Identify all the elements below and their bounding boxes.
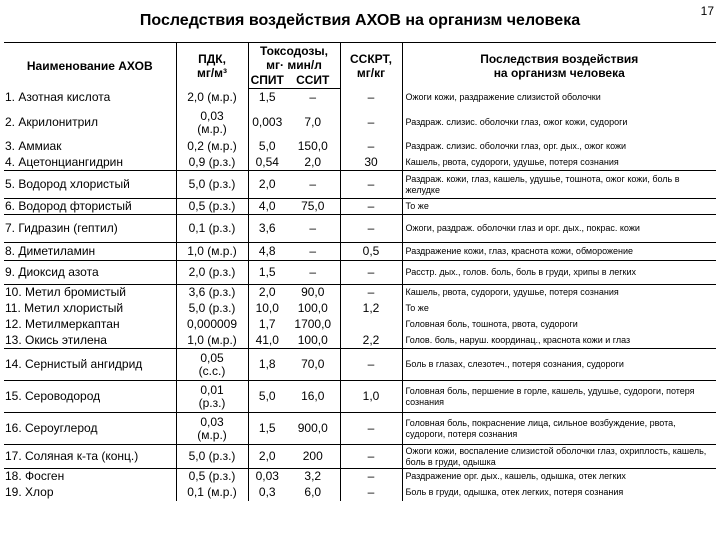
pdk-value	[176, 107, 248, 139]
sskrt-value	[340, 317, 402, 333]
ssit-value: –	[286, 215, 340, 243]
sskrt-value: 0,5	[340, 243, 402, 261]
ssit-value: 7,0	[286, 107, 340, 139]
spit-value: 5,0	[248, 381, 286, 413]
chemical-name: 15. Сероводород	[4, 381, 176, 413]
ssit-value: 1700,0	[286, 317, 340, 333]
pdk-line: 3,6 (р.з.)	[188, 285, 236, 300]
effects-text: Голов. боль, наруш. координац., краснота кожи и глаз	[405, 334, 631, 345]
pdk-value	[176, 243, 248, 261]
effects-text: Ожоги, раздраж. оболочки глаз и орг. дых., покрас. кожи	[402, 215, 716, 243]
chemical-name: 16. Сероуглерод	[4, 413, 176, 445]
chemical-name: 13. Окись этилена	[4, 333, 176, 349]
pdk-line: 0,000009	[186, 317, 238, 331]
chemical-name: 17. Соляная к-та (конц.)	[4, 445, 176, 469]
effects-text: Раздражение кожи, глаз, краснота кожи, обморожение	[402, 243, 716, 261]
chemical-name: 3. Аммиак	[4, 139, 176, 155]
pdk-line: (м.р.)	[197, 121, 227, 136]
table-row	[4, 285, 716, 301]
chemical-name: 8. Диметиламин	[4, 243, 176, 261]
pdk-value	[176, 333, 248, 349]
pdk-value	[176, 139, 248, 155]
pdk-value	[176, 413, 248, 445]
sskrt-value: –	[340, 139, 402, 155]
effects-text: Головная боль, покраснение лица, сильное возбуждение, рвота, судороги, потеря сознания	[402, 413, 716, 445]
pdk-line: (р.з.)	[198, 395, 226, 410]
ssit-value: –	[286, 89, 340, 107]
pdk-line: 0,5 (р.з.)	[188, 469, 236, 484]
chemical-name: 4. Ацетонциангидрин	[4, 155, 176, 171]
header-name: Наименование АХОВ	[4, 43, 176, 89]
ssit-value: 200	[286, 445, 340, 469]
spit-value: 4,0	[248, 199, 286, 215]
pdk-line: 0,5 (р.з.)	[188, 199, 236, 213]
pdk-value	[176, 469, 248, 485]
pdk-value	[176, 381, 248, 413]
pdk-line: 1,0 (м.р.)	[187, 332, 237, 347]
effects-text: Боль в глазах, слезотеч., потеря сознания, судороги	[402, 349, 716, 381]
ssit-value: –	[286, 243, 340, 261]
ssit-value: 900,0	[286, 413, 340, 445]
header-effects: Последствия воздействия на организм человека	[402, 43, 716, 89]
sskrt-value: –	[340, 261, 402, 285]
pdk-line: 0,03	[200, 414, 224, 429]
table-row	[4, 349, 716, 381]
table-row	[4, 107, 716, 139]
table-row	[4, 413, 716, 445]
table-row	[4, 333, 716, 349]
spit-value: 1,5	[248, 261, 286, 285]
pdk-line: 0,01	[200, 382, 224, 397]
table-row	[4, 485, 716, 501]
pdk-value	[176, 155, 248, 171]
effects-text: Боль в груди, одышка, отек легких, потеря сознания	[405, 487, 624, 497]
ssit-value: 16,0	[286, 381, 340, 413]
ssit-value: 2,0	[286, 155, 340, 171]
pdk-line: (м.р.)	[197, 427, 227, 442]
spit-value: 41,0	[255, 332, 279, 347]
ssit-value: 100,0	[286, 301, 340, 317]
spit-value: 5,0	[258, 139, 276, 153]
chemical-name: 7. Гидразин (гептил)	[4, 215, 176, 243]
pdk-line: 0,2 (м.р.)	[187, 139, 237, 153]
spit-value: 0,003	[252, 115, 283, 129]
pdk-line: (с.с.)	[198, 363, 226, 378]
pdk-line: 2,0 (р.з.)	[188, 265, 236, 279]
pdk-value	[176, 215, 248, 243]
effects-text: Раздраж. слизис. оболочки глаз, орг. дых., ожог кожи	[405, 141, 627, 151]
effects-text: Раздраж. слизис. оболочки глаз, ожог кожи, судороги	[405, 117, 628, 127]
sskrt-value: 1,0	[340, 381, 402, 413]
header-spit: СПИТ	[248, 73, 286, 89]
pdk-line: 0,1 (р.з.)	[188, 221, 236, 235]
spit-value: 0,3	[258, 485, 276, 499]
spit-value: 3,6	[248, 215, 286, 243]
table-row	[4, 317, 716, 333]
table-row	[4, 155, 716, 171]
chemical-name: 10. Метил бромистый	[4, 285, 176, 301]
pdk-value	[176, 485, 248, 501]
chemical-name: 12. Метилмеркаптан	[4, 317, 176, 333]
sskrt-value: –	[340, 469, 402, 485]
spit-value: 1,8	[248, 349, 286, 381]
ssit-value: 3,2	[286, 469, 340, 485]
chemical-name: 14. Сернистый ангидрид	[4, 349, 176, 381]
pdk-line: 5,0 (р.з.)	[188, 449, 236, 463]
pdk-value	[176, 285, 248, 301]
sskrt-value: –	[340, 413, 402, 445]
chemical-name: 6. Водород фтористый	[4, 199, 176, 215]
table-row	[4, 469, 716, 485]
pdk-line: 0,1 (м.р.)	[187, 485, 237, 499]
pdk-value	[176, 171, 248, 199]
effects-text: Ожоги кожи, раздражение слизистой оболочки	[405, 92, 601, 102]
spit-value: 2,0	[248, 285, 286, 301]
effects-text: Расстр. дых., голов. боль, боль в груди, хрипы в легких	[402, 261, 716, 285]
spit-value: 10,0	[255, 301, 279, 315]
table-row	[4, 199, 716, 215]
effects-text: Ожоги кожи, воспаление слизистой оболочки глаз, охриплость, кашель, боль в груди, одышка	[402, 445, 716, 469]
sskrt-value: –	[340, 485, 402, 501]
table-row	[4, 139, 716, 155]
page-title: Последствия воздействия АХОВ на организм человека	[139, 12, 581, 29]
sskrt-value: 2,2	[340, 333, 402, 349]
sskrt-value: –	[340, 215, 402, 243]
chemical-name: 5. Водород хлористый	[4, 171, 176, 199]
ssit-value: 100,0	[286, 333, 340, 349]
table-row	[4, 243, 716, 261]
spit-value: 0,03	[248, 469, 286, 485]
pdk-line: 0,03	[200, 108, 224, 123]
pdk-line: 5,0 (р.з.)	[188, 301, 236, 315]
ssit-value: –	[286, 261, 340, 285]
chemical-name: 19. Хлор	[4, 485, 176, 501]
spit-value: 0,54	[255, 154, 279, 169]
ssit-value: 6,0	[286, 485, 340, 501]
table-row	[4, 301, 716, 317]
effects-text: Раздражение орг. дых., кашель, одышка, отек легких	[402, 469, 716, 485]
pdk-value	[176, 301, 248, 317]
header-pdk: ПДК, мг/м³	[176, 43, 248, 89]
pdk-value	[176, 317, 248, 333]
table-row	[4, 215, 716, 243]
spit-value: 1,7	[258, 317, 276, 331]
ssit-value: –	[286, 171, 340, 199]
pdk-line: 1,0 (м.р.)	[187, 244, 237, 258]
pdk-value	[176, 349, 248, 381]
spit-value: 4,8	[248, 243, 286, 261]
ssit-value: 70,0	[286, 349, 340, 381]
pdk-value	[176, 261, 248, 285]
effects-text: Головная боль, першение в горле, кашель, удушье, судороги, потеря сознания	[402, 381, 716, 413]
table-row	[4, 445, 716, 469]
chemical-name: 9. Диоксид азота	[4, 261, 176, 285]
table-row	[4, 381, 716, 413]
spit-value: 1,5	[248, 413, 286, 445]
effects-text: То же	[405, 303, 429, 313]
effects-text: Кашель, рвота, судороги, удушье, потеря сознания	[402, 285, 716, 301]
header-sskrt: ССКРТ, мг/кг	[340, 43, 402, 89]
sskrt-value: –	[340, 107, 402, 139]
chemical-name: 18. Фосген	[4, 469, 176, 485]
sskrt-value: –	[340, 199, 402, 215]
sskrt-value: –	[340, 89, 402, 107]
pdk-line: 2,0 (м.р.)	[187, 90, 237, 104]
chemicals-table	[4, 42, 716, 501]
pdk-value	[176, 89, 248, 107]
spit-value: 2,0	[248, 171, 286, 199]
pdk-value	[176, 199, 248, 215]
effects-text: Головная боль, тошнота, рвота, судороги	[405, 319, 578, 329]
ssit-value: 90,0	[286, 285, 340, 301]
pdk-value	[176, 445, 248, 469]
pdk-line: 0,9 (р.з.)	[188, 154, 236, 169]
pdk-line: 0,05	[200, 350, 224, 365]
sskrt-value: 1,2	[340, 301, 402, 317]
pdk-line: 5,0 (р.з.)	[188, 177, 236, 191]
sskrt-value: –	[340, 445, 402, 469]
page-number: 17	[700, 4, 714, 18]
ssit-value: 150,0	[286, 139, 340, 155]
chemical-name: 11. Метил хлористый	[4, 301, 176, 317]
table-row	[4, 171, 716, 199]
header-ssit: ССИТ	[286, 73, 340, 89]
ssit-value: 75,0	[286, 199, 340, 215]
sskrt-value: –	[340, 171, 402, 199]
sskrt-value: 30	[340, 155, 402, 171]
table-row	[4, 89, 716, 107]
effects-text: Кашель, рвота, судороги, удушье, потеря сознания	[405, 156, 619, 167]
effects-text: То же	[402, 199, 716, 215]
chemical-name: 1. Азотная кислота	[4, 89, 176, 107]
spit-value: 2,0	[248, 445, 286, 469]
chemical-name: 2. Акрилонитрил	[4, 107, 176, 139]
sskrt-value: –	[340, 349, 402, 381]
effects-text: Раздраж. кожи, глаз, кашель, удушье, тошнота, ожог кожи, боль в желудке	[402, 171, 716, 199]
table-row	[4, 261, 716, 285]
sskrt-value: –	[340, 285, 402, 301]
spit-value: 1,5	[258, 90, 276, 105]
header-toxodoses: Токсодозы, мг· мин/л	[248, 43, 340, 73]
